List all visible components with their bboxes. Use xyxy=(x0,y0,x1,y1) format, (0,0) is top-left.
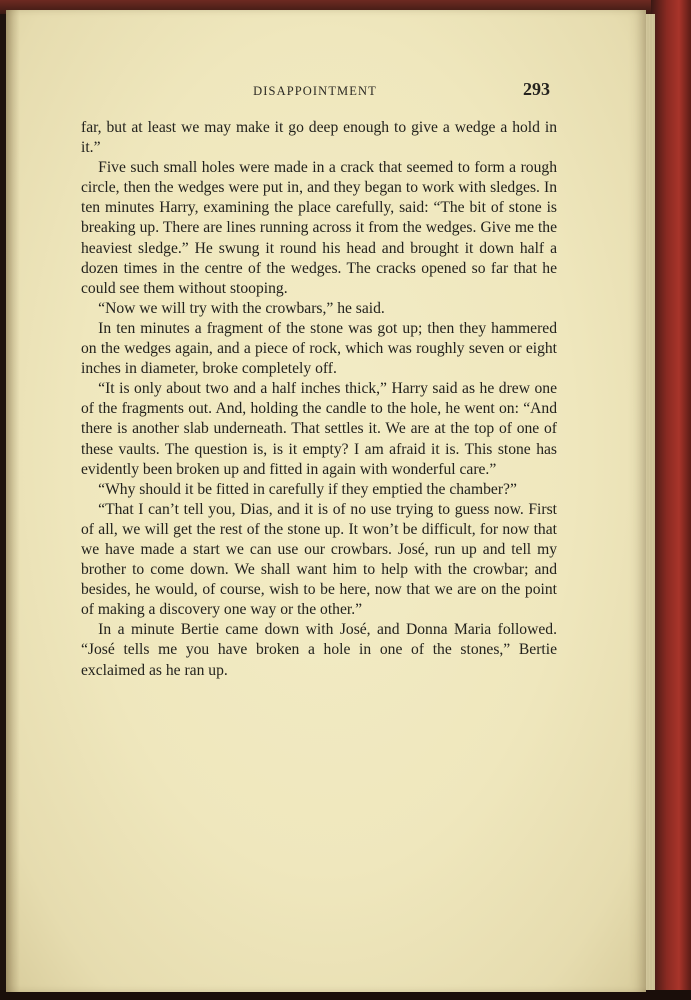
paragraph: Five such small holes were made in a crack that seemed to form a rough circle, then the wedges were put in, and they began to work with sledges. In ten minutes Harry, examining the place carefully, said: “The bit of stone is breaking up. There are lines running across it from the wedges. Give me the heaviest sledge.” He swung it round his head and brought it down half a dozen times in the centre of the wedges. The cracks opened so far that he could see them without stooping. xyxy=(81,159,557,297)
page-number: 293 xyxy=(523,79,550,99)
body-text xyxy=(81,118,557,681)
paragraph: “Why should it be fitted in carefully if they emptied the chamber?” xyxy=(98,480,517,498)
paragraph: In a minute Bertie came down with José, and Donna Maria followed. “José tells me you have broken a hole in one of the stones,” Bertie exclaimed as he ran up. xyxy=(81,621,557,679)
paragraph: far, but at least we may make it go deep enough to give a wedge a hold in it.” xyxy=(81,119,557,157)
gutter-shadow xyxy=(6,10,20,992)
running-head: DISAPPOINTMENT xyxy=(253,84,377,98)
paragraph: “Now we will try with the crowbars,” he said. xyxy=(98,299,385,317)
paragraph: In ten minutes a fragment of the stone was got up; then they hammered on the wedges again, and a piece of rock, which was roughly seven or eight inches in diameter, broke completely off. xyxy=(81,319,557,378)
paragraph: “That I can’t tell you, Dias, and it is of no use trying to guess now. First of all, we will get the rest of the stone up. It won’t be difficult, for now that we have made a start we can use our crowbars. José, run up and tell my brother to come down. We shall want him to help with the crowbar; and besides, he would, of course, wish to be here, now that we are on the point of making a discovery one way or the other.” xyxy=(81,500,557,619)
page-header xyxy=(80,79,550,103)
paragraph: “It is only about two and a half inches thick,” Harry said as he drew one of the fragments out. And, holding the candle to the hole, he went on: “And there is another slab underneath. That settles it. We are at the top of one of these vaults. The question is, is it empty? I am afraid it is. This stone has evidently been broken up and fitted in again with wonderful care.” xyxy=(81,380,557,478)
book-cover-right-edge xyxy=(651,0,691,1000)
